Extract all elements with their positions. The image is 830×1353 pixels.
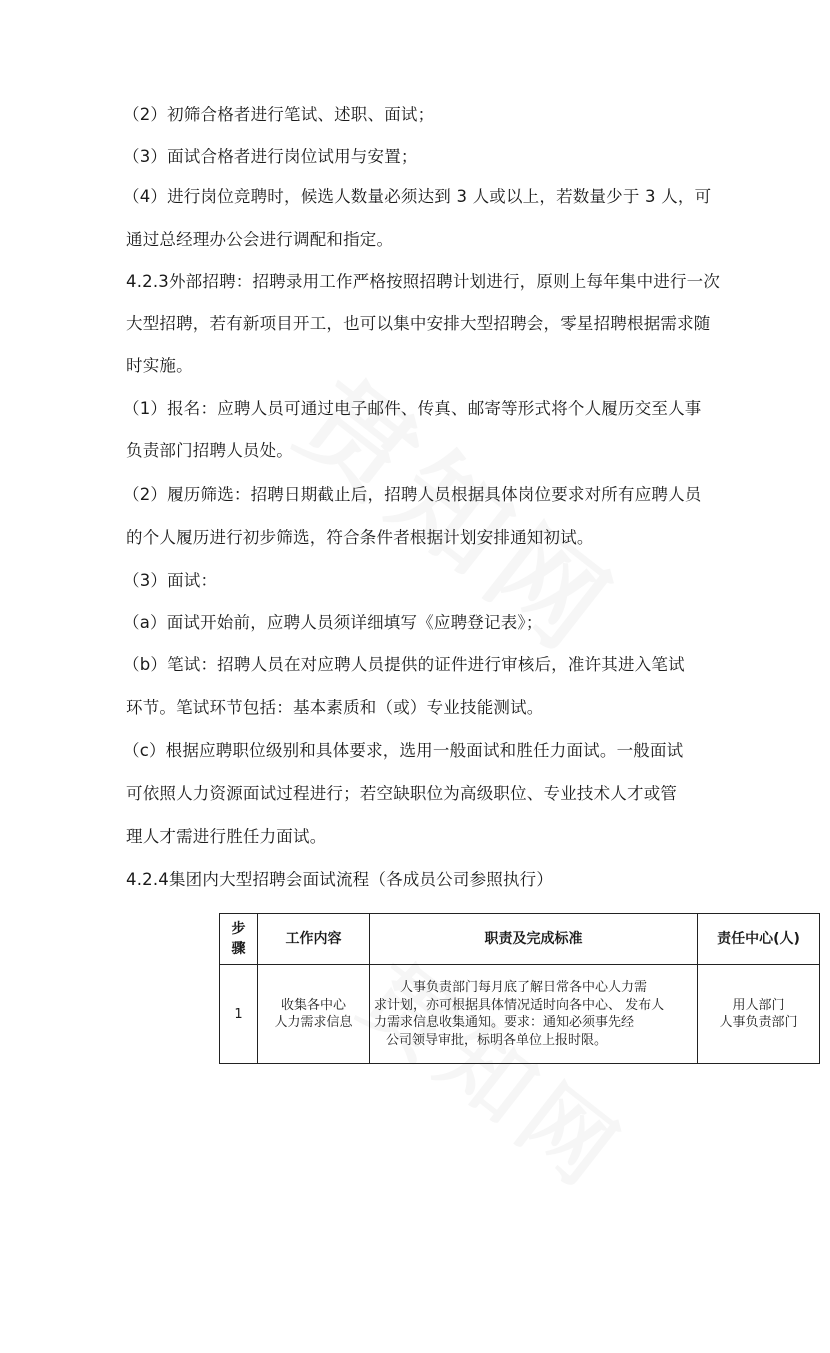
header-standard: 职责及完成标准: [370, 914, 698, 965]
text-line: （3）面试合格者进行岗位试用与安置；: [123, 147, 418, 166]
text-line: （2）履历筛选：招聘日期截止后，招聘人员根据具体岗位要求对所有应聘人员: [123, 485, 702, 504]
text-line: 环节。笔试环节包括：基本素质和（或）专业技能测试。: [126, 698, 544, 717]
text-line: （c）根据应聘职位级别和具体要求，选用一般面试和胜任力面试。一般面试: [123, 741, 684, 760]
header-content: 工作内容: [258, 914, 370, 965]
cell-owner: [698, 965, 820, 1064]
cell-owner-line: 人事负责部门: [719, 1015, 798, 1030]
section-heading-4-2-4: 4.2.4集团内大型招聘会面试流程（各成员公司参照执行）: [126, 870, 554, 889]
table-header-row: [220, 914, 820, 965]
text-line: （b）笔试：招聘人员在对应聘人员提供的证件进行审核后，准许其进入笔试: [123, 655, 685, 674]
header-step-line: 骤: [231, 941, 246, 957]
text-line: 可依照人力资源面试过程进行；若空缺职位为高级职位、专业技术人才或管: [126, 784, 678, 803]
text-line: （4）进行岗位竞聘时，候选人数量必须达到 3 人或以上，若数量少于 3 人，可: [123, 187, 712, 206]
text-line: 通过总经理办公会进行调配和指定。: [126, 230, 394, 249]
header-step: [220, 914, 258, 965]
cell-standard-line: 求计划，亦可根据具体情况适时向各中心、 发布人: [374, 997, 665, 1013]
section-heading-4-2-3: 4.2.3外部招聘：招聘录用工作严格按照招聘计划进行，原则上每年集中进行一次: [126, 272, 721, 291]
cell-standard-line: 公司领导审批，标明各单位上报时限。: [386, 1032, 608, 1048]
text-line: 的个人履历进行初步筛选，符合条件者根据计划安排通知初试。: [126, 528, 594, 547]
text-line: （3）面试：: [123, 571, 218, 590]
text-line: （1）报名：应聘人员可通过电子邮件、传真、邮寄等形式将个人履历交至人事: [123, 399, 702, 418]
table-row: [220, 965, 820, 1064]
text-line: 负责部门招聘人员处。: [126, 441, 293, 460]
cell-standard: [370, 965, 698, 1064]
text-line: 理人才需进行胜任力面试。: [126, 827, 327, 846]
text-line: 大型招聘，若有新项目开工，也可以集中安排大型招聘会，零星招聘根据需求随: [126, 314, 711, 333]
cell-step: 1: [220, 965, 258, 1064]
process-table: [219, 913, 820, 1064]
cell-owner-line: 用人部门: [732, 998, 785, 1013]
text-line: 时实施。: [126, 356, 193, 375]
cell-content-line: 人力需求信息: [274, 1015, 353, 1030]
cell-content: [258, 965, 370, 1064]
cell-content-line: 收集各中心: [280, 998, 346, 1013]
cell-standard-line: 人事负责部门每月底了解日常各中心人力需: [400, 980, 648, 995]
text-line: （2）初筛合格者进行笔试、述职、面试；: [123, 105, 435, 124]
cell-standard-line: 力需求信息收集通知。要求：通知必须事先经: [374, 1015, 635, 1030]
header-step-line: 步: [231, 921, 246, 937]
header-owner: 责任中心(人): [698, 914, 820, 965]
text-line: （a）面试开始前，应聘人员须详细填写《应聘登记表》；: [123, 613, 543, 632]
